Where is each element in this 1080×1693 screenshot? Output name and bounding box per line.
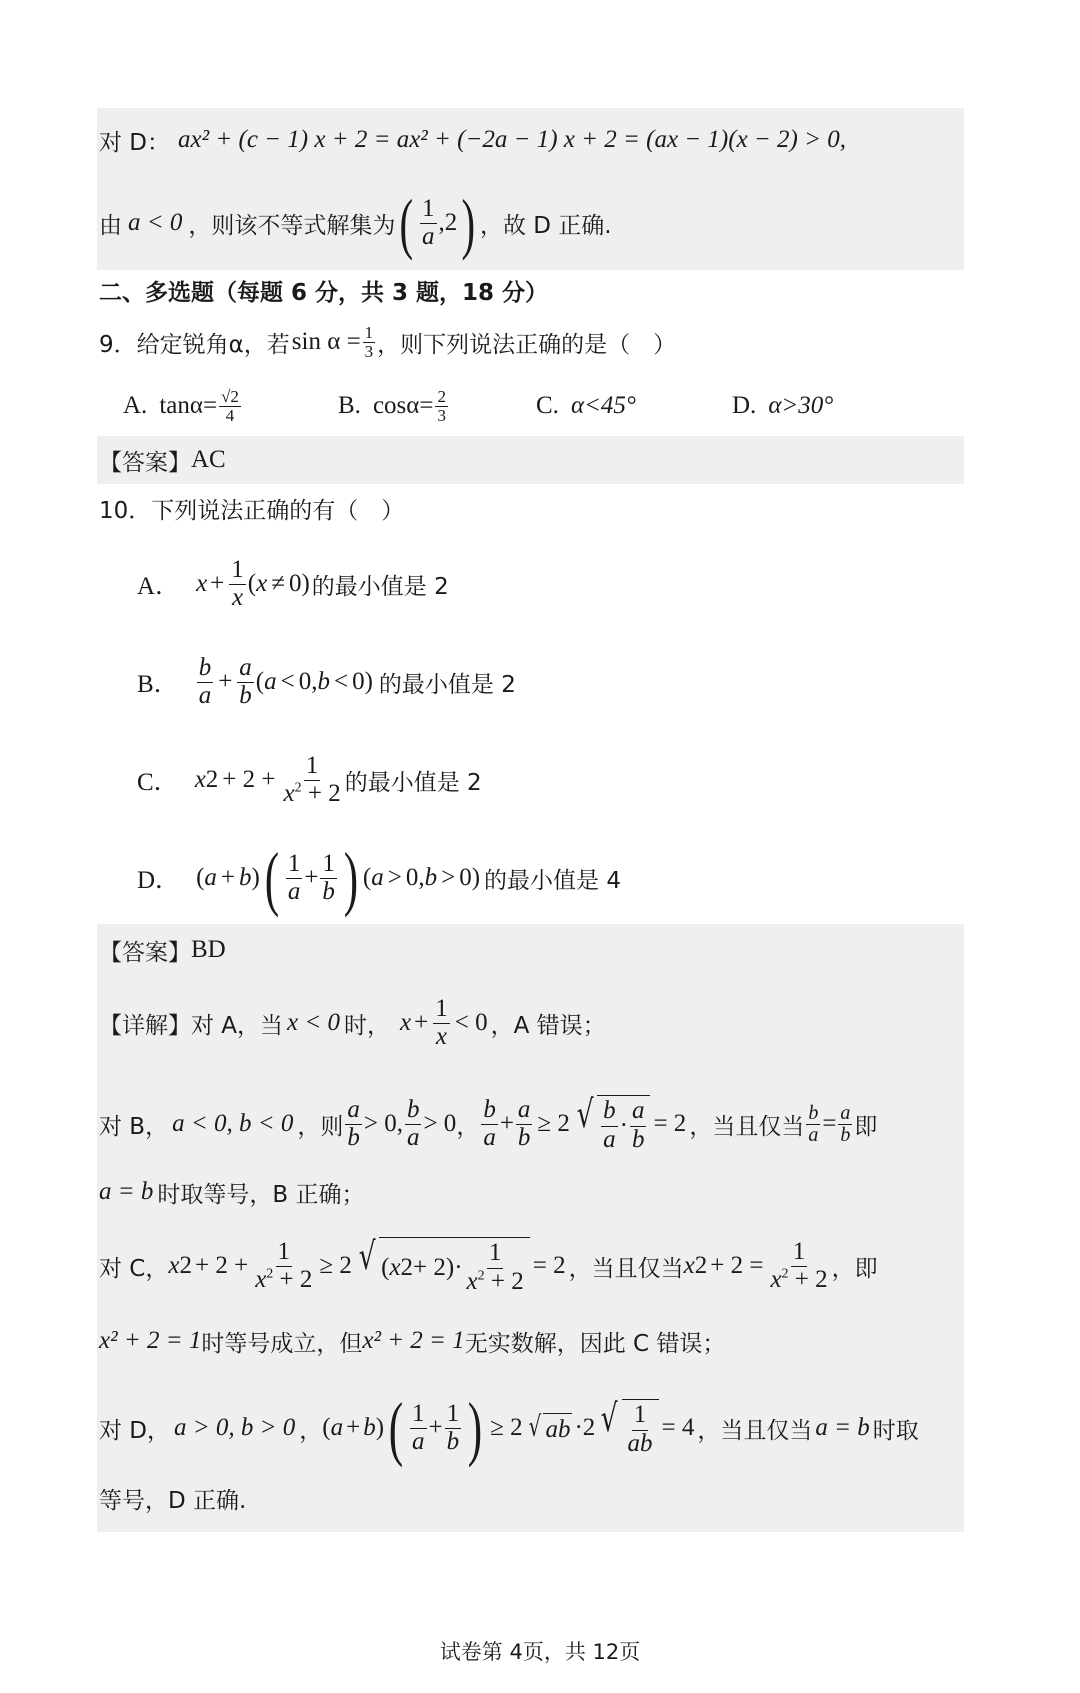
detail-d-line1: 对 D， a > 0, b > 0 ， ( a + b ) ( $\frac{1}{a}$ + $\frac{1}{b}$ ) ≥ 2 √ ab ·2 √ $\frac{1}{ab}$ = 4 ，当且仅当 a = b 时取 (99, 1387, 919, 1468)
q10-answer: 【答案】 BD (99, 936, 226, 966)
q10-option-a: A． x + $\frac{1}{x}$ ( x ≠ 0) 的最小值是 2 (137, 555, 449, 611)
expr-d-factorization: ax² + (c − 1) x + 2 = ax² + (−2a − 1) x + 2 = (ax − 1)(x − 2) > 0, (178, 126, 846, 153)
detail-b-line2: a = b 时取等号，B 正确； (99, 1178, 365, 1208)
q9-option-c: C. α<45° (536, 392, 636, 419)
q9-option-b: B. cosα= $\frac{2}{3}$ (338, 386, 446, 425)
detail-c-line2: x² + 2 = 1 时等号成立，但 x² + 2 = 1 无实数解，因此 C 错误； (99, 1327, 726, 1357)
q9-option-a: A. tanα= $\frac{√2}{4}$ (123, 386, 239, 425)
q10-stem: 10．下列说法正确的有（ ） (99, 497, 405, 524)
q9-answer-block (97, 436, 964, 484)
q9-sin-fraction: $\frac{1}{3}$ (364, 322, 374, 361)
explanation-d-line1 (99, 118, 846, 162)
q10-option-b: B． $\frac{b}{a}$ + $\frac{a}{b}$ ( a < 0, b < 0) 的最小值是 2 (137, 653, 516, 709)
page-footer: 试卷第 4页，共 12页 (439, 1640, 641, 1664)
q10-option-c: C． x 2 + 2 + $\frac{1}{x^2 + 2}$ 的最小值是 2 (137, 751, 482, 807)
explanation-d-line2: 由 a < 0 ，则该不等式解集为 ( $\frac{1}{a}$ ,2 ) ，故 D 正确. (99, 184, 612, 261)
q9-stem: 9．给定锐角α，若 sin α = $\frac{1}{3}$ ，则下列说法正确的是（ ） (99, 322, 677, 361)
detail-c-line1: 对 C， x 2 + 2 + $\frac{1}{x^2 + 2}$ ≥ 2 √ ( x 2 + 2)· $\frac{1}{x^2 + 2}$ = 2 ，当且仅当 x 2 + 2 = $\frac{1}{x^2 + 2}$ ，即 (99, 1234, 878, 1295)
detail-d-line2: 等号，D 正确. (99, 1487, 247, 1514)
detail-a: 【详解】 对 A，当 x < 0 时， x + $\frac{1}{x}$ < 0 ，A 错误； (99, 994, 606, 1050)
q9-answer: 【答案】 AC (99, 446, 226, 476)
label-d: 对 D： (99, 129, 171, 156)
interval-fraction: $\frac{1}{a}$ (422, 194, 435, 250)
q10-option-d: D． ( a + b ) ( $\frac{1}{a}$ + $\frac{1}{b}$ ) ( a > 0, b > 0) 的最小值是 4 (137, 837, 621, 918)
detail-b-line1: 对 B， a < 0, b < 0 ，则 $\frac{a}{b}$ > 0, $\frac{b}{a}$ > 0 ， $\frac{b}{a}$ + $\frac{a}{b}$ ≥ 2 √ $\frac{b}{a}$ · $\frac{a}{b}$ = 2 ，当且仅当 $\frac{b}{a}$ = $\frac{a}{b}$ 即 (99, 1092, 878, 1153)
section-heading: 二、多选题（每题 6 分，共 3 题，18 分） (99, 279, 549, 306)
q9-option-d: D. α>30° (732, 392, 834, 419)
